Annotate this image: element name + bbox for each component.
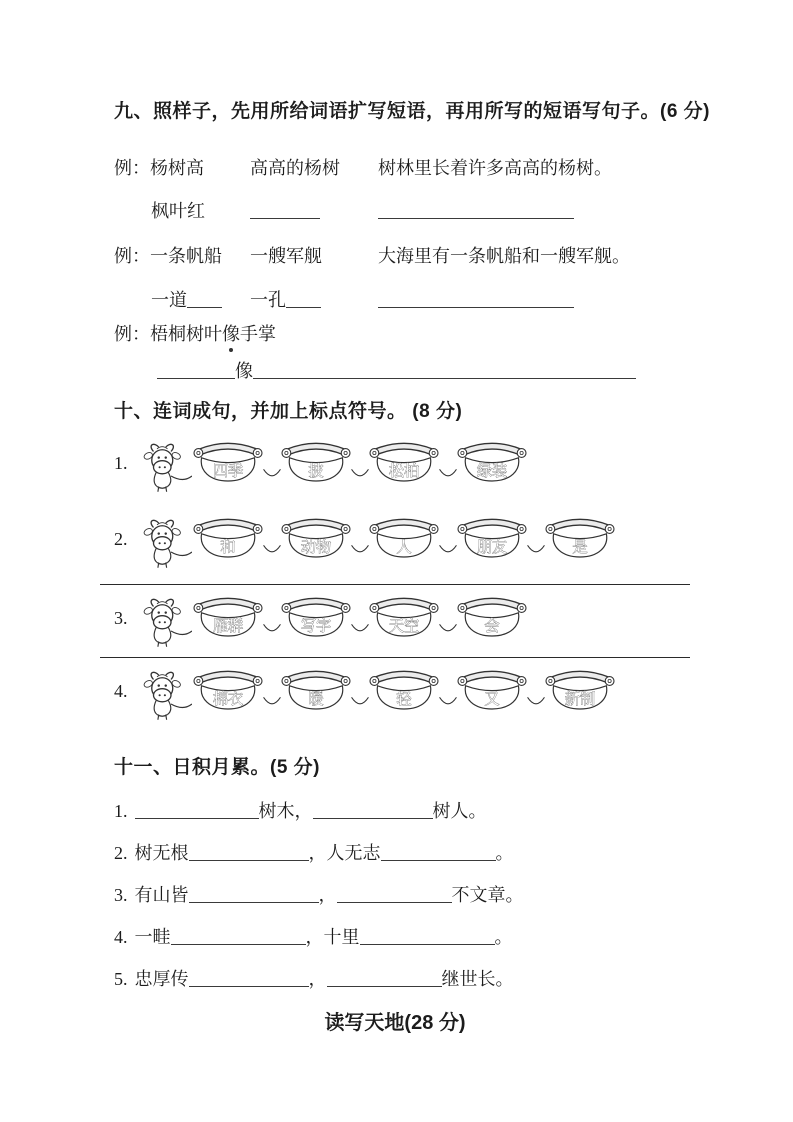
word-basket [276,436,356,491]
svg-text:雁群: 雁群 [212,618,244,636]
proverb-line-4 [114,926,793,948]
svg-text:会: 会 [484,618,500,636]
ox-mascot-icon [136,595,192,658]
basket-chain [188,591,532,646]
word-basket [452,664,532,719]
practice-row-2 [114,289,793,311]
word-basket-row-2 [114,512,793,574]
item-number: 4. [114,927,128,947]
word-basket [540,512,620,567]
word-basket [276,664,356,719]
word-basket [364,512,444,567]
word-basket [188,436,268,491]
section9-title: 九、照样子，先用所给词语扩写短语，再用所写的短语写句子。(6 分) [114,101,711,122]
example-row-2 [114,245,793,267]
practice2-given1: 一道 [151,290,187,310]
svg-text:披: 披 [308,463,324,481]
practice2-cell-1 [114,289,250,311]
example1-given: 例：杨树高 [114,158,204,178]
row-number: 2. [114,529,128,549]
answer-blank [187,292,222,308]
answer-blank [189,887,319,903]
practice2-given2: 一孔 [250,290,286,310]
answer-blank [378,292,574,308]
item-number: 2. [114,843,128,863]
answer-blank [381,845,496,861]
example3-post: 手掌 [240,324,276,344]
answer-blank [313,803,433,819]
proverb-text: ， [308,969,327,989]
example-row-1 [114,157,793,179]
emphasis-dot [229,348,233,352]
word-basket [364,436,444,491]
item-number: 1. [114,801,128,821]
example1-phrase: 高高的杨树 [250,158,340,178]
svg-text:棉衣: 棉衣 [212,691,244,709]
answer-writing-line [100,584,690,585]
svg-text:轻: 轻 [396,691,412,709]
answer-blank [253,363,636,379]
practice-row-1 [114,200,793,222]
word-basket [188,591,268,646]
answer-blank [171,929,306,945]
word-basket-row-1 [114,436,793,498]
svg-text:绿装: 绿装 [476,463,508,481]
proverb-text: 忠厚传 [134,969,189,989]
answer-blank [250,203,320,219]
word-basket [452,512,532,567]
answer-blank [286,292,321,308]
example2-phrase: 一艘军舰 [250,246,322,266]
proverb-text: 继世长。 [441,969,514,989]
proverb-text: 。 [495,843,514,863]
svg-text:和: 和 [220,539,236,557]
example3-pre: 例：梧桐树叶 [114,324,222,344]
practice1-phrase-blank-cell [250,200,378,222]
proverb-text: 一畦 [134,927,171,947]
row-number: 1. [114,453,128,473]
ox-mascot-icon [136,668,192,731]
word-basket [452,591,532,646]
word-basket [276,591,356,646]
example-row-3 [114,323,793,345]
word-basket [540,664,620,719]
item-number: 5. [114,969,128,989]
practice2-cell-2 [250,289,378,311]
word-basket [188,664,268,719]
answer-blank [189,845,309,861]
word-basket [188,512,268,567]
section10-title: 十、连词成句，并加上标点符号。 (8 分) [114,401,463,422]
answer-blank [327,971,442,987]
svg-text:四季: 四季 [212,463,244,481]
svg-text:又: 又 [484,691,500,709]
svg-text:松柏: 松柏 [388,463,420,481]
answer-blank [360,929,495,945]
word-basket-row-4 [114,664,793,726]
word-basket-row-3 [114,591,793,653]
ox-mascot-icon [136,440,192,503]
word-basket [452,436,532,491]
example1-sentence: 树林里长着许多高高的杨树。 [378,158,612,178]
word-basket [364,591,444,646]
proverb-line-2 [114,842,793,864]
svg-text:天空: 天空 [388,618,420,636]
example3-emphasized-word: 像 [222,323,240,345]
example2-given: 例：一条帆船 [114,246,222,266]
svg-text:新制: 新制 [564,691,596,709]
proverb-text: 树无根 [134,843,189,863]
svg-text:写字: 写字 [300,618,332,636]
svg-text:暖: 暖 [308,691,324,709]
proverb-line-1 [114,800,793,822]
proverb-text: ，人无志 [308,843,381,863]
word-basket [276,512,356,567]
svg-text:朋友: 朋友 [476,539,508,557]
example2-sentence: 大海里有一条帆船和一艘军舰。 [378,246,630,266]
ox-mascot-icon [136,516,192,579]
answer-blank [378,203,574,219]
answer-blank [189,971,309,987]
practice1-given: 枫叶红 [151,201,205,221]
proverb-text: 有山皆 [134,885,189,905]
proverb-line-5 [114,968,793,990]
proverb-text: ， [318,885,337,905]
proverb-text: 树木， [258,801,313,821]
basket-chain [188,512,620,567]
row-number: 4. [114,681,128,701]
basket-chain [188,664,620,719]
practice1-sentence-blank-cell [378,200,793,222]
answer-blank [135,803,259,819]
proverb-text: 树人。 [432,801,487,821]
next-part-heading: 读写天地(28 分) [324,1012,466,1034]
proverb-text: ，十里 [305,927,360,947]
answer-blank [157,363,235,379]
word-basket [364,664,444,719]
proverb-text: 不文章。 [451,885,524,905]
svg-text:是: 是 [572,539,588,557]
proverb-line-3 [114,884,793,906]
svg-text:人: 人 [396,539,412,557]
proverb-text: 。 [494,927,513,947]
practice2-sentence-blank-cell [378,289,793,311]
basket-chain [188,436,532,491]
answer-blank [337,887,452,903]
row-number: 3. [114,608,128,628]
item-number: 3. [114,885,128,905]
section11-title: 十一、日积月累。(5 分) [114,757,321,778]
svg-text:动物: 动物 [300,539,332,557]
practice-row-3 [157,360,793,382]
fill-word: 像 [235,361,253,381]
